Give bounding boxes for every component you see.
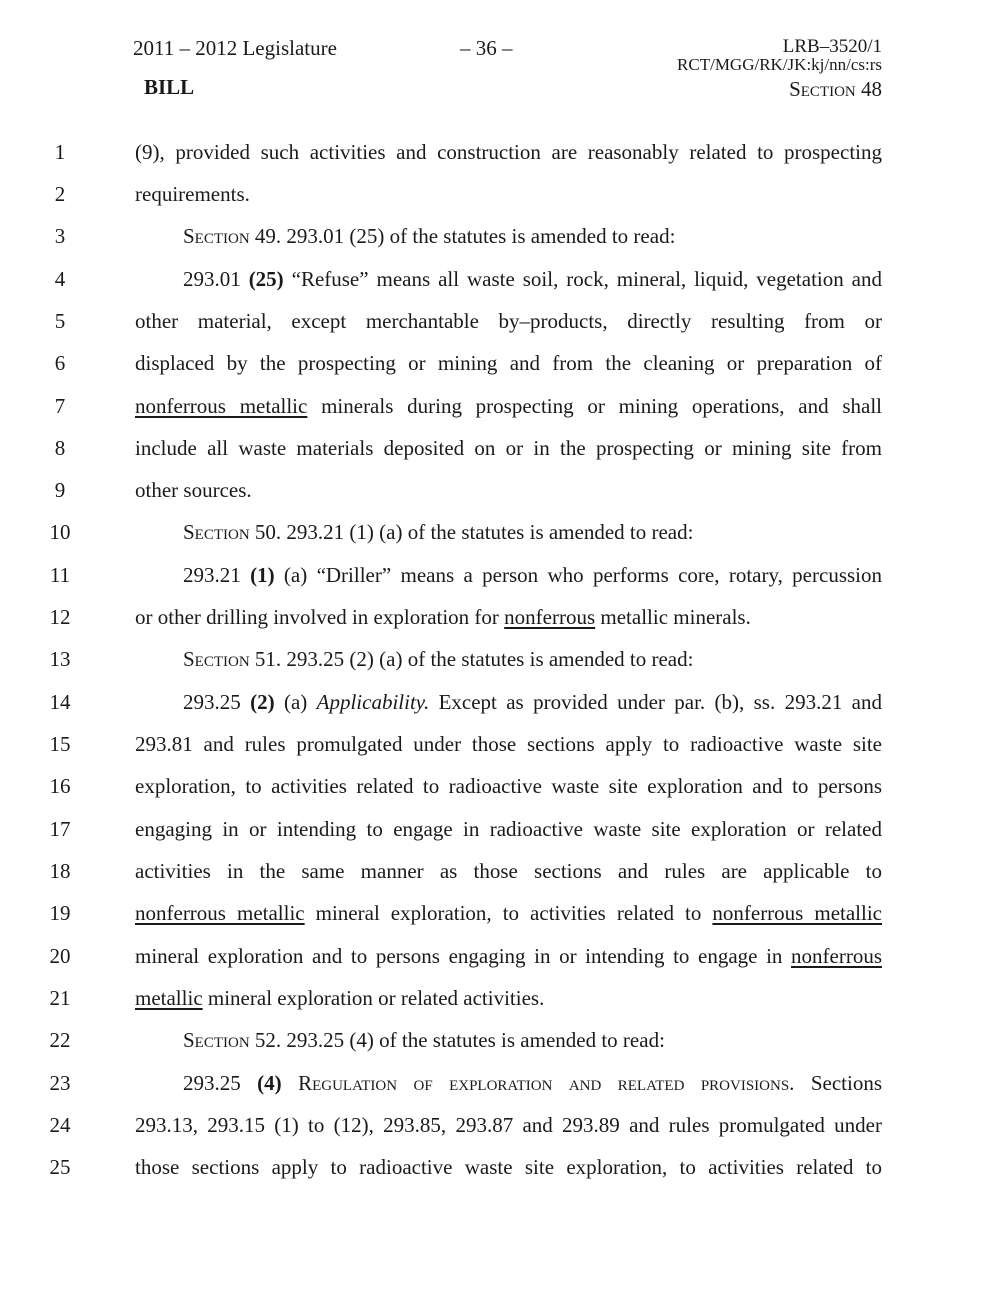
text-run: 293.21 (1) (a) of the statutes is amended to read: bbox=[281, 520, 694, 544]
text-line bbox=[0, 391, 1000, 421]
text-run: Except as provided under par. (b), ss. 293.21 and bbox=[429, 690, 882, 714]
text-run: exploration, to activities related to radioactive waste site exploration and to persons bbox=[135, 774, 882, 798]
section-number: 52. bbox=[249, 1028, 282, 1052]
section-word: Section bbox=[183, 224, 250, 248]
text-line bbox=[0, 1152, 1000, 1182]
line-number: 2 bbox=[54, 182, 66, 206]
text-run: 293.01 (25) of the statutes is amended to read: bbox=[281, 224, 676, 248]
section-heading bbox=[183, 1025, 882, 1055]
line-text bbox=[135, 814, 882, 844]
line-number: 24 bbox=[49, 1113, 71, 1137]
text-line bbox=[0, 221, 1000, 251]
text-run: mineral exploration or related activities. bbox=[202, 986, 545, 1010]
inserted-text: nonferrous bbox=[791, 944, 882, 968]
text-line bbox=[0, 1110, 1000, 1140]
section-number: 48 bbox=[855, 77, 882, 101]
section-number: 49. bbox=[249, 224, 282, 248]
text-run: or other drilling involved in exploration for bbox=[135, 605, 505, 629]
line-number: 23 bbox=[49, 1071, 71, 1095]
drafter-initials: RCT/MGG/RK/JK:kj/nn/cs:rs bbox=[677, 55, 882, 74]
text-run: engaging in or intending to engage in radioactive waste site exploration or related bbox=[135, 817, 882, 841]
text-line bbox=[0, 729, 1000, 759]
text-run: other sources. bbox=[135, 478, 252, 502]
subsection-number: (2) bbox=[250, 690, 275, 714]
line-number: 20 bbox=[49, 944, 71, 968]
text-run: 293.21 bbox=[183, 563, 251, 587]
line-text bbox=[183, 264, 882, 294]
line-number: 9 bbox=[54, 478, 66, 502]
inserted-text: nonferrous metallic bbox=[135, 394, 308, 418]
line-text bbox=[135, 306, 882, 336]
line-text bbox=[135, 137, 882, 167]
text-run: 293.25 bbox=[183, 1071, 258, 1095]
subsection-title: Regulation of exploration and related provisions. bbox=[298, 1071, 795, 1095]
section-word: Section bbox=[183, 1028, 250, 1052]
text-run bbox=[282, 1071, 298, 1095]
text-line bbox=[0, 1068, 1000, 1098]
line-text bbox=[135, 898, 882, 928]
line-text bbox=[135, 1152, 882, 1182]
text-line bbox=[0, 137, 1000, 167]
text-run: 293.81 and rules promulgated under those sections apply to radioactive waste site bbox=[135, 732, 882, 756]
section-word: Section bbox=[183, 647, 250, 671]
text-line bbox=[0, 983, 1000, 1013]
line-text bbox=[135, 1110, 882, 1140]
text-run: 293.01 bbox=[183, 267, 249, 291]
text-line bbox=[0, 856, 1000, 886]
bill-label: BILL bbox=[144, 75, 195, 99]
line-number: 8 bbox=[54, 436, 66, 460]
line-number: 18 bbox=[49, 859, 71, 883]
line-text bbox=[135, 475, 882, 505]
text-line bbox=[0, 264, 1000, 294]
text-run: 293.13, 293.15 (1) to (12), 293.85, 293.87 and 293.89 and rules promulgated under bbox=[135, 1113, 882, 1137]
line-number: 5 bbox=[54, 309, 66, 333]
text-run: 293.25 bbox=[183, 690, 251, 714]
line-text bbox=[183, 1068, 882, 1098]
inserted-text: metallic bbox=[135, 986, 203, 1010]
line-number: 13 bbox=[49, 647, 71, 671]
line-number: 7 bbox=[54, 394, 66, 418]
text-run: (9), provided such activities and construction are reasonably related to prospecting bbox=[135, 140, 882, 164]
line-text bbox=[183, 560, 882, 590]
subsection-number: (25) bbox=[248, 267, 284, 291]
legislature-label: 2011 – 2012 Legislature bbox=[133, 36, 337, 60]
text-run: activities in the same manner as those sections and rules are applicable to bbox=[135, 859, 882, 883]
paragraph-title: Applicability. bbox=[316, 690, 430, 714]
section-number: 51. bbox=[249, 647, 282, 671]
line-number: 1 bbox=[54, 140, 66, 164]
line-number: 17 bbox=[49, 817, 71, 841]
text-run: other material, except merchantable by–products, directly resulting from or bbox=[135, 309, 882, 333]
text-run: 293.25 (2) (a) of the statutes is amended to read: bbox=[281, 647, 694, 671]
text-line bbox=[0, 602, 1000, 632]
section-word: Section bbox=[183, 520, 250, 544]
text-run: 293.25 (4) of the statutes is amended to read: bbox=[281, 1028, 665, 1052]
line-text bbox=[135, 433, 882, 463]
text-line bbox=[0, 179, 1000, 209]
line-number: 11 bbox=[49, 563, 71, 587]
section-word: Section bbox=[789, 77, 856, 101]
text-line bbox=[0, 771, 1000, 801]
section-heading bbox=[183, 517, 882, 547]
text-run: metallic minerals. bbox=[595, 605, 751, 629]
text-run: “Refuse” means all waste soil, rock, mineral, liquid, vegetation and bbox=[283, 267, 882, 291]
line-text bbox=[135, 983, 882, 1013]
text-line bbox=[0, 475, 1000, 505]
section-heading bbox=[183, 644, 882, 674]
text-run: displaced by the prospecting or mining and from the cleaning or preparation of bbox=[135, 351, 882, 375]
text-line bbox=[0, 560, 1000, 590]
text-line bbox=[0, 941, 1000, 971]
text-run: mineral exploration, to activities related to bbox=[304, 901, 713, 925]
lrb-number: LRB–3520/1 bbox=[782, 36, 882, 57]
line-number: 12 bbox=[49, 605, 71, 629]
text-run: (a) “Driller” means a person who performs core, rotary, percussion bbox=[274, 563, 882, 587]
inserted-text: nonferrous metallic bbox=[712, 901, 882, 925]
text-run: mineral exploration and to persons engaging in or intending to engage in bbox=[135, 944, 792, 968]
line-number: 25 bbox=[49, 1155, 71, 1179]
text-line bbox=[0, 687, 1000, 717]
text-line bbox=[0, 306, 1000, 336]
line-text bbox=[135, 602, 882, 632]
inserted-text: nonferrous metallic bbox=[135, 901, 305, 925]
line-number: 10 bbox=[49, 520, 71, 544]
text-run: those sections apply to radioactive waste site exploration, to activities related to bbox=[135, 1155, 882, 1179]
text-line bbox=[0, 433, 1000, 463]
line-text bbox=[135, 941, 882, 971]
line-text bbox=[135, 856, 882, 886]
inserted-text: nonferrous bbox=[504, 605, 596, 629]
line-number: 15 bbox=[49, 732, 71, 756]
line-text bbox=[135, 391, 882, 421]
line-number: 6 bbox=[54, 351, 66, 375]
subsection-number: (4) bbox=[257, 1071, 282, 1095]
text-run: (a) bbox=[274, 690, 317, 714]
section-heading bbox=[183, 221, 882, 251]
current-section bbox=[789, 77, 882, 102]
line-number: 16 bbox=[49, 774, 71, 798]
text-line bbox=[0, 898, 1000, 928]
line-number: 21 bbox=[49, 986, 71, 1010]
page-number: – 36 – bbox=[460, 36, 513, 60]
text-run: include all waste materials deposited on or in the prospecting or mining site from bbox=[135, 436, 882, 460]
line-number: 14 bbox=[49, 690, 71, 714]
text-line bbox=[0, 1025, 1000, 1055]
subsection-number: (1) bbox=[250, 563, 275, 587]
line-text bbox=[135, 179, 882, 209]
text-run: Sections bbox=[794, 1071, 882, 1095]
text-line bbox=[0, 814, 1000, 844]
section-number: 50. bbox=[249, 520, 282, 544]
line-text bbox=[135, 771, 882, 801]
line-text bbox=[135, 729, 882, 759]
line-number: 22 bbox=[49, 1028, 71, 1052]
line-text bbox=[183, 687, 882, 717]
text-run: minerals during prospecting or mining operations, and shall bbox=[307, 394, 882, 418]
line-number: 4 bbox=[54, 267, 66, 291]
text-line bbox=[0, 517, 1000, 547]
line-text bbox=[135, 348, 882, 378]
text-line bbox=[0, 644, 1000, 674]
text-line bbox=[0, 348, 1000, 378]
text-run: requirements. bbox=[135, 182, 250, 206]
line-number: 3 bbox=[54, 224, 66, 248]
line-number: 19 bbox=[49, 901, 71, 925]
